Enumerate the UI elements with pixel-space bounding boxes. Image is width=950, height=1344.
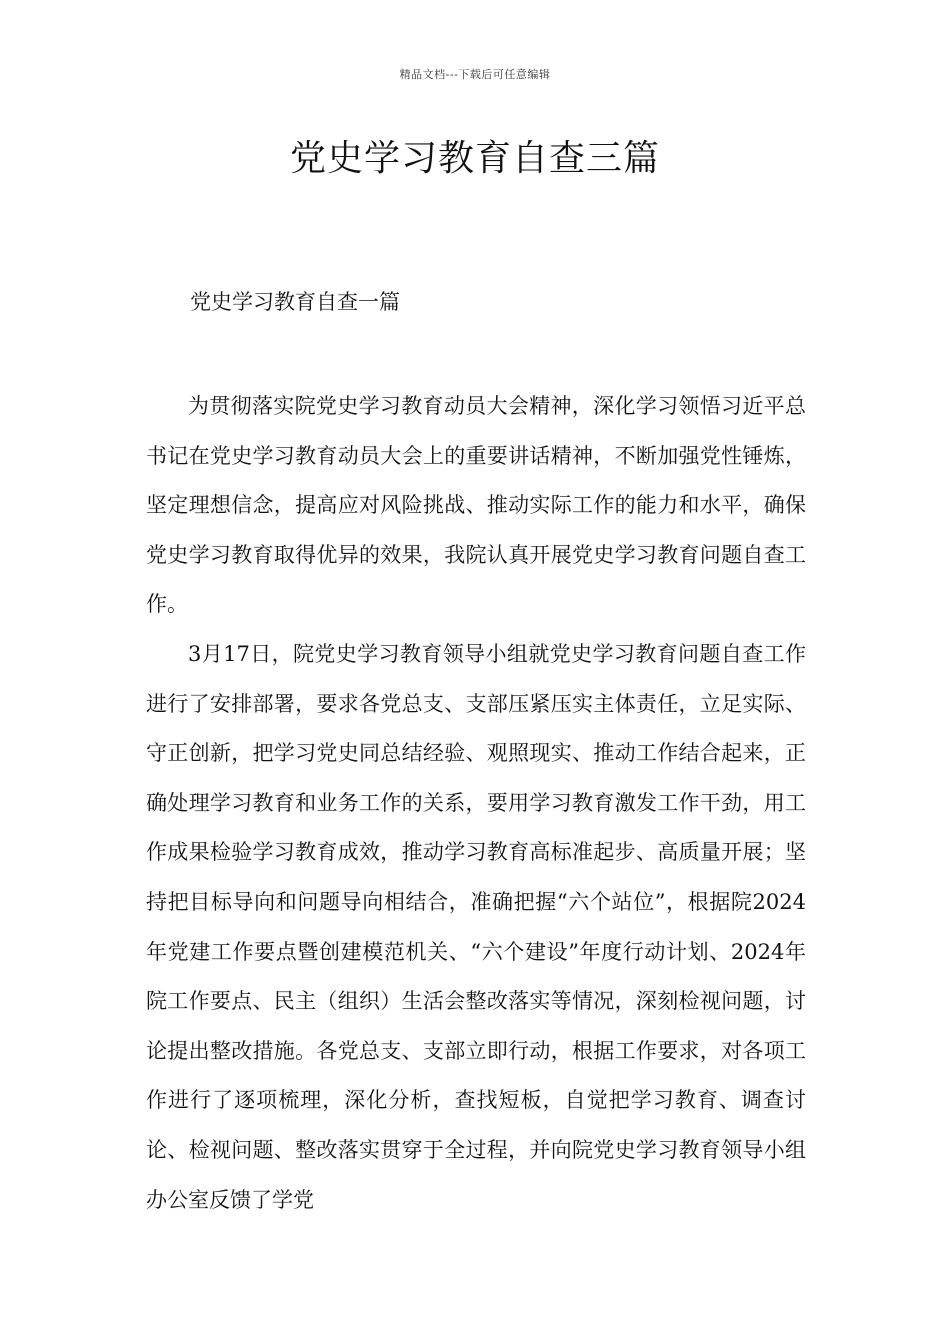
document-title: 党史学习教育自查三篇	[289, 138, 660, 179]
paragraph-2: 3月17日，院党史学习教育领导小组就党史学习教育问题自查工作进行了安排部署，要求各党总支、支部压紧压实主体责任，立足实际、守正创新，把学习党史同总结经验、观照现实、推动工作结合起来，正确处理学习教育和业务工作的关系，要用学习教育激发工作干劲，用工作成果检验学习教育成效，推动学习教育高标准起步、高质量开展；坚持把目标导向和问题导向相结合，准确把握“六个站位”，根据院2024年党建工作要点暨创建模范机关、“六个建设”年度行动计划、2024年院工作要点、民主（组织）生活会整改落实等情况，深刻检视问题，讨论提出整改措施。各党总支、支部立即行动，根据工作要求，对各项工作进行了逐项梳理，深化分析，查找短板，自觉把学习教育、调查讨论、检视问题、整改落实贯穿于全过程，并向院党史学习教育领导小组办公室反馈了学党	[146, 641, 806, 1212]
document-body	[146, 382, 806, 1225]
page-header-note: 精品文档---下载后可任意编辑	[399, 68, 551, 81]
paragraph-1: 为贯彻落实院党史学习教育动员大会精神，深化学习领悟习近平总书记在党史学习教育动员大会上的重要讲话精神，不断加强党性锤炼，坚定理想信念，提高应对风险挑战、推动实际工作的能力和水平，确保党史学习教育取得优异的效果，我院认真开展党史学习教育问题自查工作。	[146, 394, 806, 617]
section-heading: 党史学习教育自查一篇	[190, 290, 400, 314]
